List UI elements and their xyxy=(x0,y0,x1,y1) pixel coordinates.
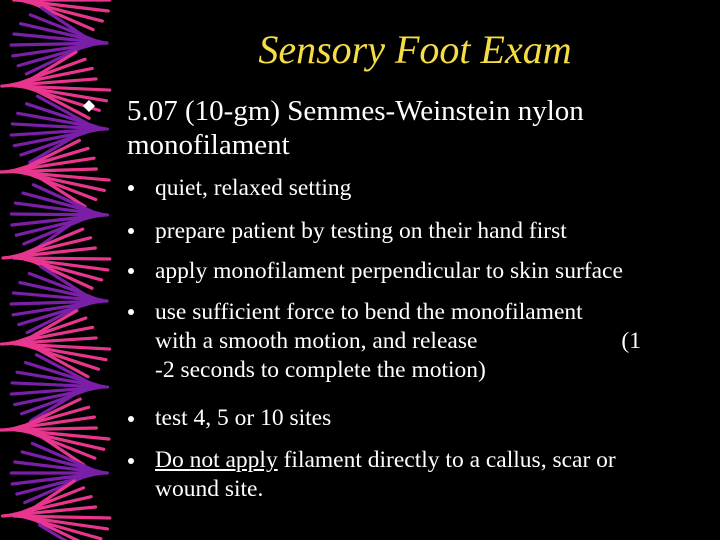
sub-point-2: prepare patient by testing on their hand first xyxy=(155,218,567,244)
sub-point-4-line-2a: with a smooth motion, and release xyxy=(155,328,478,354)
sub-point-6-line-1 xyxy=(155,446,715,475)
sub-point-4-line-2b: (1 xyxy=(621,328,641,354)
main-point-line-1: 5.07 (10-gm) Semmes-Weinstein nylon xyxy=(127,95,584,127)
sub-point-3: apply monofilament perpendicular to skin surface xyxy=(155,258,623,284)
bullet-dot-icon xyxy=(128,416,134,422)
ribbon-stripe xyxy=(15,462,107,473)
bullet-dot-icon xyxy=(128,309,134,315)
decorative-ribbon xyxy=(0,0,120,540)
sub-point-4 xyxy=(155,298,715,385)
main-point xyxy=(127,94,687,162)
sub-point-6-line-2: wound site. xyxy=(155,476,264,502)
sub-point-1: quiet, relaxed setting xyxy=(155,175,352,201)
slide-title: Sensory Foot Exam xyxy=(258,27,572,72)
underlined-text: Do not apply xyxy=(155,447,278,473)
bullet-dot-icon xyxy=(128,268,134,274)
sub-point-6 xyxy=(155,446,715,504)
bullet-dot-icon xyxy=(128,458,134,464)
bullet-dot-icon xyxy=(128,185,134,191)
sub-point-6-rest: filament directly to a callus, scar or xyxy=(277,447,616,473)
sub-point-4-line-3: -2 seconds to complete the motion) xyxy=(155,357,486,383)
sub-point-5: test 4, 5 or 10 sites xyxy=(155,405,332,431)
sub-point-4-line-2 xyxy=(155,327,715,356)
bullet-dot-icon xyxy=(128,228,134,234)
sub-point-4-line-1: use sufficient force to bend the monofilament xyxy=(155,299,583,325)
main-point-line-2: monofilament xyxy=(127,129,290,161)
